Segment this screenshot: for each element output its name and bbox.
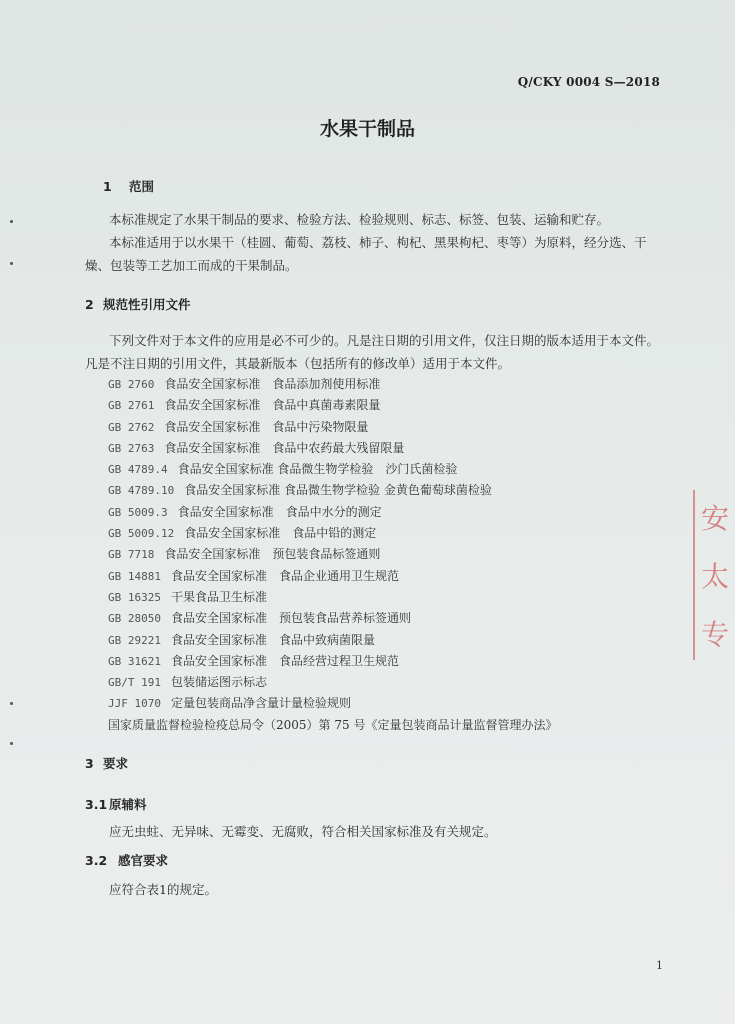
reference-item <box>108 459 557 480</box>
reference-code: GB 4789.10 <box>108 484 175 498</box>
section-1-heading <box>103 177 154 195</box>
reference-item <box>108 374 557 395</box>
reference-item <box>108 395 557 416</box>
section-2-intro: 下列文件对于本文件的应用是必不可少的。凡是注日期的引用文件，仅注日期的版本适用于本文件。凡是不注日期的引用文件，其最新版本（包括所有的修改单）适用于本文件。 <box>85 333 660 371</box>
reference-title: 食品安全国家标准 食品企业通用卫生规范 <box>170 568 399 583</box>
reference-item <box>108 630 557 651</box>
section-3-1-paragraph: 应无虫蛀、无异味、无霉变、无腐败，符合相关国家标准及有关规定。 <box>109 824 497 839</box>
section-3-2-heading <box>85 851 168 869</box>
section-2-heading <box>85 295 191 313</box>
reference-code: GB 16325 <box>108 590 161 604</box>
page-number: 1 <box>656 959 663 972</box>
reference-item <box>108 438 557 459</box>
section-title: 要求 <box>103 756 129 771</box>
stamp-char: 安 <box>701 502 730 535</box>
reference-code: GB 28050 <box>108 612 161 626</box>
reference-item <box>108 480 557 501</box>
reference-title: 干果食品卫生标准 <box>170 589 267 604</box>
reference-title: 食品安全国家标准 预包装食品营养标签通则 <box>170 611 411 626</box>
reference-title: 食品安全国家标准 食品中水分的测定 <box>177 504 382 519</box>
reference-item <box>108 693 557 714</box>
reference-code: GB 31621 <box>108 654 161 668</box>
binding-hole-mark <box>10 742 13 745</box>
section-title: 范围 <box>129 179 155 194</box>
reference-code: GB 4789.4 <box>108 463 168 477</box>
reference-code: GB 2761 <box>108 399 155 413</box>
section-1-paragraph-2: 本标准适用于以水果干（桂圆、葡萄、荔枝、柿子、枸杞、黑果枸杞、枣等）为原料，经分选、干燥、包装等工艺加工而成的干果制品。 <box>85 235 647 273</box>
document-title: 水果干制品 <box>319 118 415 140</box>
reference-code: GB 2762 <box>108 420 155 434</box>
reference-item <box>108 608 557 629</box>
reference-title: 食品安全国家标准 食品中污染物限量 <box>164 419 369 434</box>
reference-code: GB 14881 <box>108 569 161 583</box>
section-number: 2 <box>85 297 94 312</box>
reference-title: 定量包装商品净含量计量检验规则 <box>170 696 351 711</box>
reference-title: 食品安全国家标准 食品中致病菌限量 <box>170 632 375 647</box>
section-title: 规范性引用文件 <box>103 297 191 312</box>
reference-title: 食品安全国家标准 食品中铅的测定 <box>184 526 377 541</box>
section-title: 原辅料 <box>109 797 147 812</box>
reference-item <box>108 523 557 544</box>
reference-item <box>108 672 557 693</box>
reference-title: 食品安全国家标准 食品中农药最大残留限量 <box>164 440 405 455</box>
reference-code: JJF 1070 <box>108 697 161 711</box>
reference-code: GB 2763 <box>108 441 155 455</box>
reference-item <box>108 651 557 672</box>
reference-item <box>108 417 557 438</box>
binding-hole-mark <box>10 702 13 705</box>
reference-item <box>108 502 557 523</box>
reference-title: 包装储运图示标志 <box>170 675 267 690</box>
reference-title: 食品安全国家标准 食品经营过程卫生规范 <box>170 653 399 668</box>
reference-code: GB/T 191 <box>108 676 161 690</box>
reference-title: 食品安全国家标准 预包装食品标签通则 <box>164 547 381 562</box>
reference-title: 国家质量监督检验检疫总局令（2005）第 75 号《定量包装商品计量监督管理办法》 <box>108 717 558 732</box>
red-seal-stamp <box>693 490 735 660</box>
reference-item <box>108 544 557 565</box>
reference-title: 食品安全国家标准 食品微生物学检验 金黄色葡萄球菌检验 <box>184 483 492 498</box>
reference-title: 食品安全国家标准 食品微生物学检验 沙门氏菌检验 <box>177 462 458 477</box>
section-number: 3.1 <box>85 797 108 812</box>
section-number: 1 <box>103 179 112 194</box>
reference-code: GB 5009.12 <box>108 527 175 541</box>
normative-reference-list <box>108 374 557 736</box>
section-number: 3.2 <box>85 853 108 868</box>
reference-code: GB 29221 <box>108 633 161 647</box>
section-3-heading <box>85 754 128 772</box>
reference-item <box>108 587 557 608</box>
section-1-paragraph-1: 本标准规定了水果干制品的要求、检验方法、检验规则、标志、标签、包装、运输和贮存。 <box>109 212 610 227</box>
reference-code: GB 7718 <box>108 548 155 562</box>
reference-item <box>108 715 557 736</box>
section-3-2-paragraph: 应符合表1的规定。 <box>109 882 217 897</box>
binding-hole-mark <box>10 262 13 265</box>
stamp-char: 专 <box>701 618 730 651</box>
reference-code: GB 5009.3 <box>108 505 168 519</box>
section-number: 3 <box>85 756 94 771</box>
section-3-1-heading <box>85 795 147 813</box>
reference-item <box>108 566 557 587</box>
reference-title: 食品安全国家标准 食品添加剂使用标准 <box>164 377 381 391</box>
reference-code: GB 2760 <box>108 378 155 391</box>
standard-code: Q/CKY 0004 S—2018 <box>517 75 660 89</box>
reference-title: 食品安全国家标准 食品中真菌毒素限量 <box>164 398 381 413</box>
stamp-char: 太 <box>701 560 730 593</box>
binding-hole-mark <box>10 220 13 223</box>
section-title: 感官要求 <box>118 853 169 868</box>
